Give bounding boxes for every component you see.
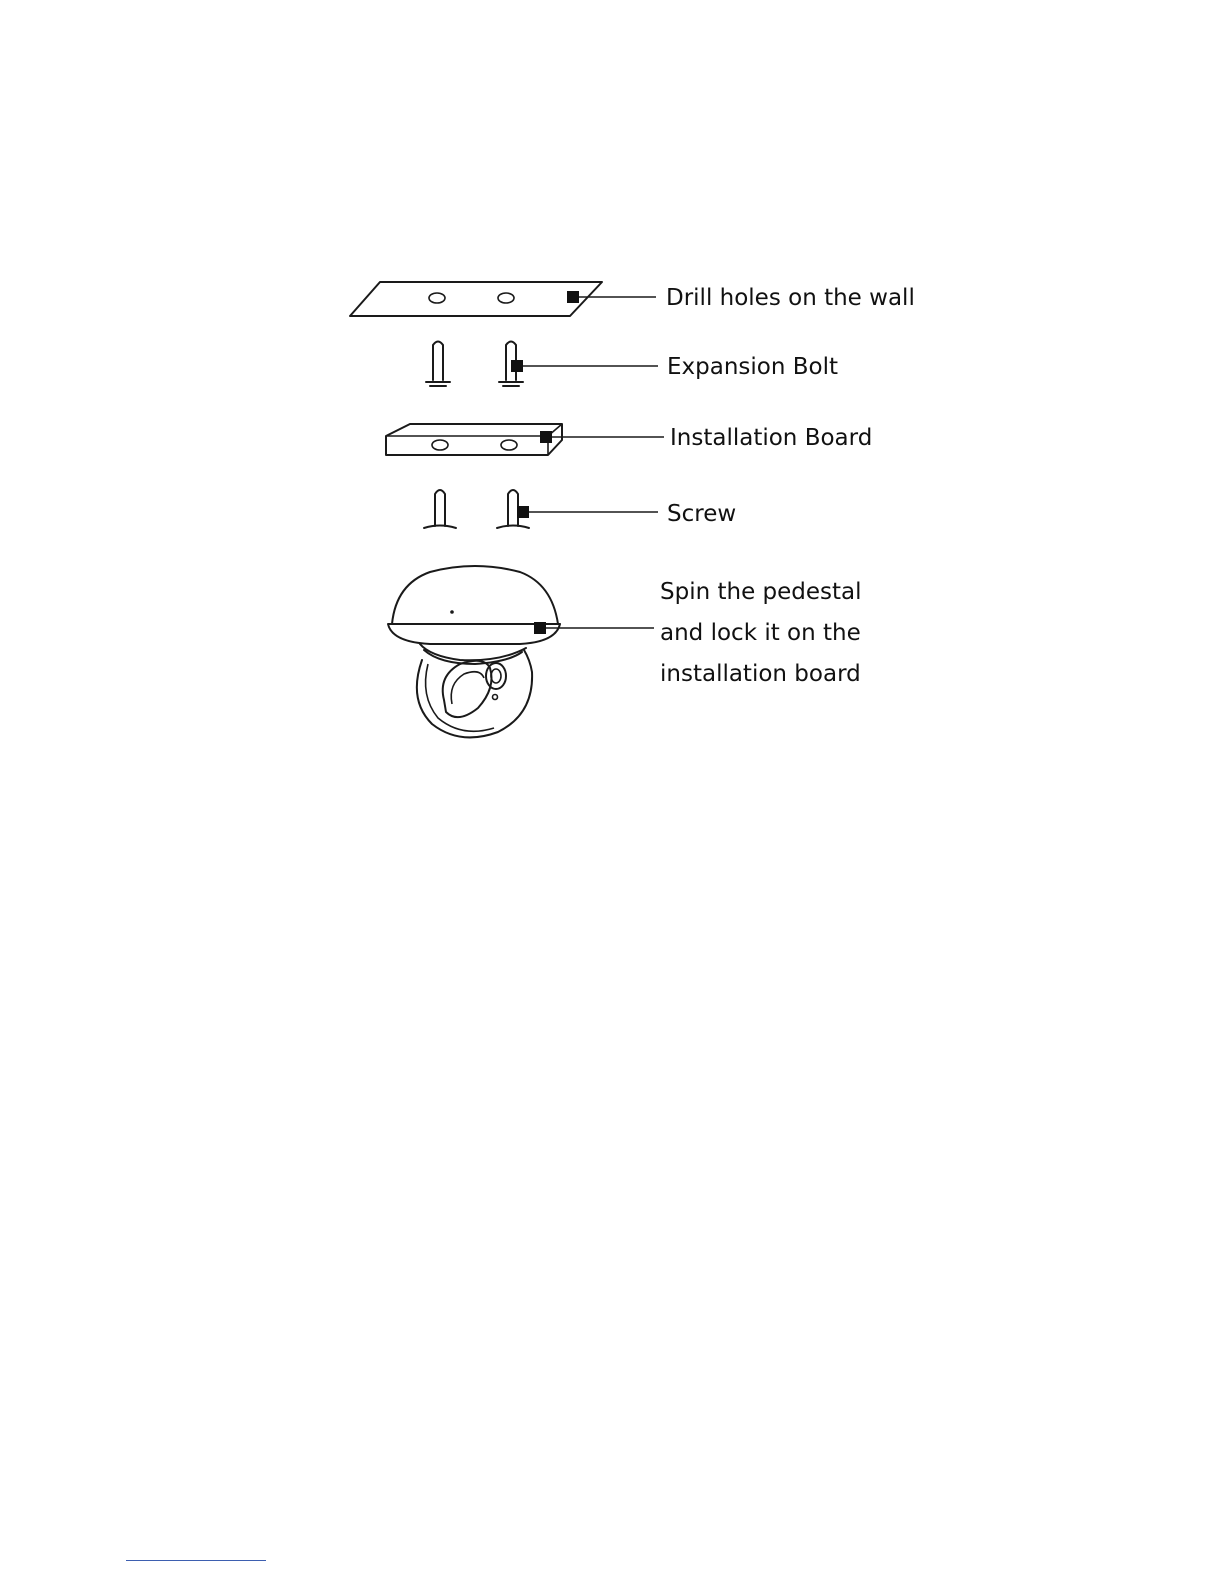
label-drill-holes: Drill holes on the wall xyxy=(666,285,915,311)
drill-hole xyxy=(429,293,445,303)
footnote-separator xyxy=(126,1560,266,1561)
board-hole xyxy=(432,440,448,450)
callout-marker xyxy=(534,622,546,634)
label-expansion-bolt: Expansion Bolt xyxy=(667,354,839,380)
screws xyxy=(424,490,658,528)
board-hole xyxy=(501,440,517,450)
callout-marker xyxy=(540,431,552,443)
label-installation-board: Installation Board xyxy=(670,425,873,451)
wall-plate xyxy=(350,282,656,316)
dome-camera xyxy=(388,566,654,737)
label-spin-line2: and lock it on the xyxy=(660,620,861,646)
installation-board-shape xyxy=(386,424,664,455)
label-spin-line3: installation board xyxy=(660,661,861,687)
expansion-bolts xyxy=(426,342,658,387)
callout-marker xyxy=(567,291,579,303)
callout-marker xyxy=(517,506,529,518)
label-screw: Screw xyxy=(667,501,737,527)
drill-hole xyxy=(498,293,514,303)
label-spin-line1: Spin the pedestal xyxy=(660,579,862,605)
callout-marker xyxy=(511,360,523,372)
